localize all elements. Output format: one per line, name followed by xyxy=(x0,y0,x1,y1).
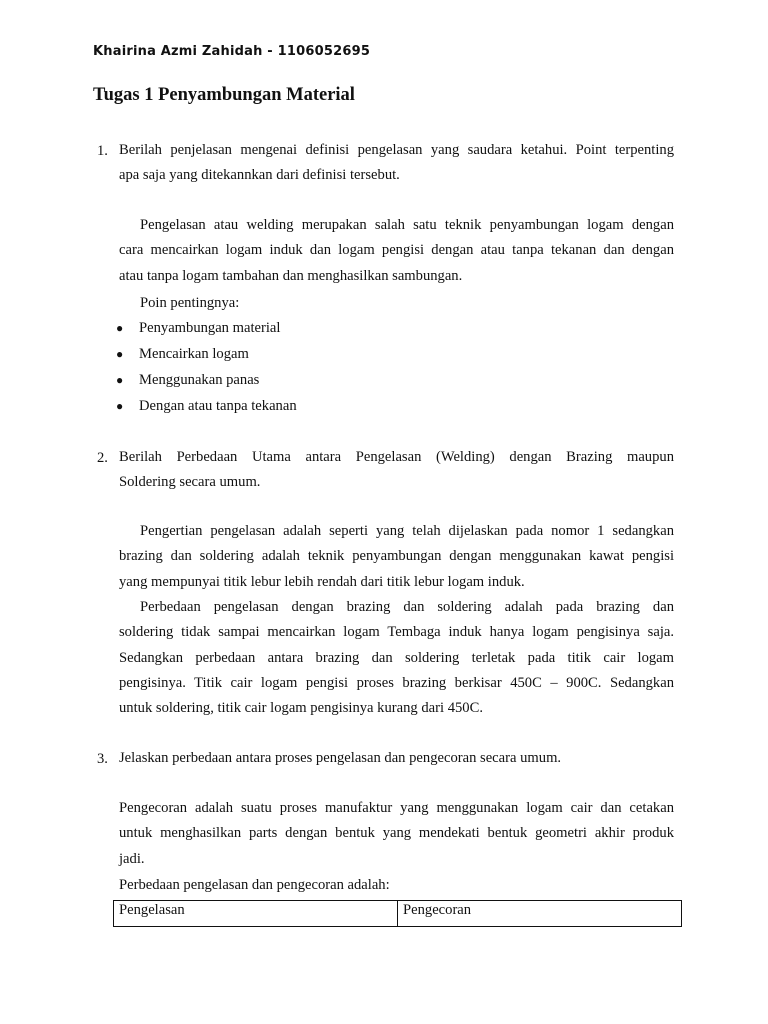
question-prompt xyxy=(119,746,674,771)
answer-line: jadi. xyxy=(119,850,145,867)
answer-paragraph xyxy=(119,519,674,595)
bullet-text: Dengan atau tanpa tekanan xyxy=(139,398,297,414)
table-header-cell: Pengecoran xyxy=(398,901,682,927)
answer-paragraph xyxy=(119,796,674,872)
prompt-line: Jelaskan perbedaan antara proses pengelasan dan pengecoran secara umum. xyxy=(119,750,562,766)
question-number: 1. xyxy=(97,143,108,159)
answer-line: yang mempunyai titik lebur lebih rendah dari titik lebur logam induk. xyxy=(119,573,525,590)
author-header: Khairina Azmi Zahidah - 1106052695 xyxy=(93,44,371,59)
answer-line: Perbedaan pengelasan dengan brazing dan soldering adalah pada brazing dan xyxy=(140,599,674,615)
answer-line: Pengertian pengelasan adalah seperti yang telah dijelaskan pada nomor 1 sedangkan xyxy=(140,523,674,539)
answer-paragraph xyxy=(119,213,674,289)
document-title: Tugas 1 Penyambungan Material xyxy=(93,85,355,105)
bullet-icon: ● xyxy=(116,321,124,335)
prompt-line: Soldering secara umum. xyxy=(119,474,261,491)
answer-line: cara mencairkan logam induk dan logam pengisi dengan atau tanpa tekanan dan dengan xyxy=(119,242,674,259)
question-prompt xyxy=(119,138,674,189)
bullet-text: Menggunakan panas xyxy=(139,372,260,388)
answer-line: untuk soldering, titik cair logam pengisinya kurang dari 450C. xyxy=(119,700,483,717)
bullet-text: Mencairkan logam xyxy=(139,346,249,362)
question-prompt xyxy=(119,445,674,496)
bullet-icon: ● xyxy=(116,399,124,413)
prompt-line: apa saja yang ditekannkan dari definisi tersebut. xyxy=(119,167,400,184)
bullet-icon: ● xyxy=(116,373,124,387)
bullet-text: Penyambungan material xyxy=(139,320,281,336)
table-header-row xyxy=(114,901,682,927)
answer-line: Pengelasan atau welding merupakan salah satu teknik penyambungan logam dengan xyxy=(140,217,674,233)
answer-line: pengisinya. Titik cair logam pengisi proses brazing berkisar 450C – 900C. Sedangkan xyxy=(119,674,674,691)
prompt-line: Berilah Perbedaan Utama antara Pengelasan (Welding) dengan Brazing maupun xyxy=(119,449,674,465)
comparison-table xyxy=(113,900,682,927)
question-number: 3. xyxy=(97,751,108,767)
answer-line: Pengecoran adalah suatu proses manufaktur yang menggunakan logam cair dan cetakan xyxy=(119,800,674,816)
bullet-icon: ● xyxy=(116,347,124,361)
answer-line: Sedangkan perbedaan antara brazing dan soldering terletak pada titik cair logam xyxy=(119,649,674,666)
answer-paragraph xyxy=(119,595,674,721)
answer-line: atau tanpa logam tambahan dan menghasilkan sambungan. xyxy=(119,267,463,284)
comparison-label: Perbedaan pengelasan dan pengecoran adalah: xyxy=(119,877,390,893)
points-label: Poin pentingnya: xyxy=(140,295,240,311)
answer-line: brazing dan soldering adalah teknik penyambungan dengan menggunakan kawat pengisi xyxy=(119,548,674,565)
question-number: 2. xyxy=(97,450,108,466)
answer-line: soldering tidak sampai mencairkan logam Tembaga induk hanya logam pengisinya saja. xyxy=(119,624,674,641)
answer-line: untuk menghasilkan parts dengan bentuk yang mendekati bentuk geometri akhir produk xyxy=(119,825,674,842)
prompt-line: Berilah penjelasan mengenai definisi pengelasan yang saudara ketahui. Point terpenting xyxy=(119,142,674,158)
table-header-cell: Pengelasan xyxy=(114,901,398,927)
